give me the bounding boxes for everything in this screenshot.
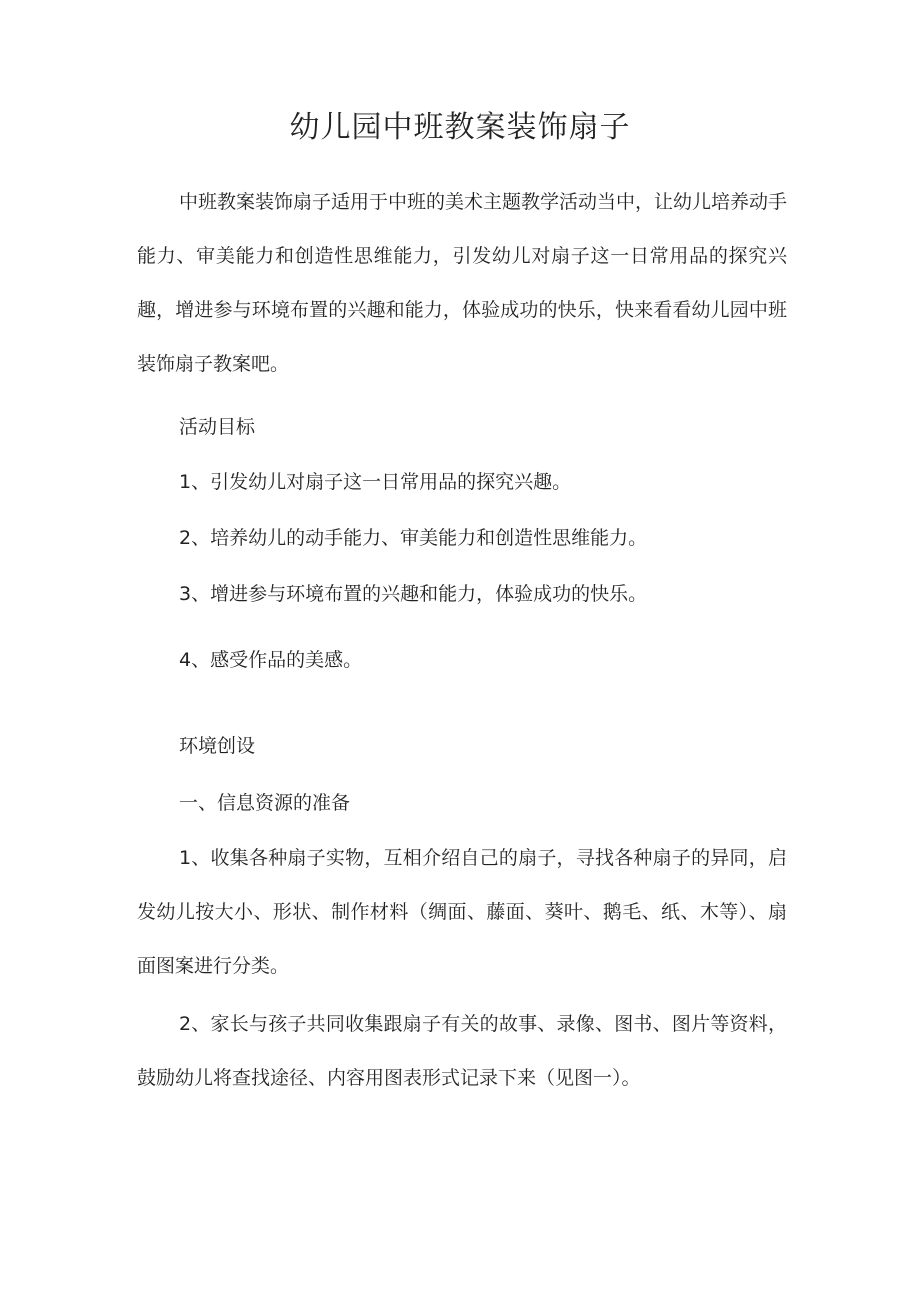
document-title: 幼儿园中班教案装饰扇子 (289, 110, 631, 145)
env-sub-heading: 一、信息资源的准备 (179, 792, 351, 814)
env-item-2: 2、家长与孩子共同收集跟扇子有关的故事、录像、图书、图片等资料，鼓励幼儿将查找途径、内容用图表形式记录下来（见图一）。 (137, 1013, 787, 1089)
goals-heading: 活动目标 (179, 416, 256, 438)
goal-item-1: 1、引发幼儿对扇子这一日常用品的探究兴趣。 (179, 471, 572, 493)
env-heading: 环境创设 (179, 735, 256, 757)
goal-item-2: 2、培养幼儿的动手能力、审美能力和创造性思维能力。 (179, 527, 648, 549)
env-item-1: 1、收集各种扇子实物，互相介绍自己的扇子，寻找各种扇子的异同，启发幼儿按大小、形状、制作材料（绸面、藤面、葵叶、鹅毛、纸、木等）、扇面图案进行分类。 (137, 847, 787, 977)
goal-item-3: 3、增进参与环境布置的兴趣和能力，体验成功的快乐。 (179, 583, 648, 605)
goal-item-4: 4、感受作品的美感。 (179, 649, 363, 671)
intro-paragraph: 中班教案装饰扇子适用于中班的美术主题教学活动当中，让幼儿培养动手能力、审美能力和创造性思维能力，引发幼儿对扇子这一日常用品的探究兴趣，增进参与环境布置的兴趣和能力，体验成功的快乐，快来看看幼儿园中班装饰扇子教案吧。 (137, 191, 788, 375)
